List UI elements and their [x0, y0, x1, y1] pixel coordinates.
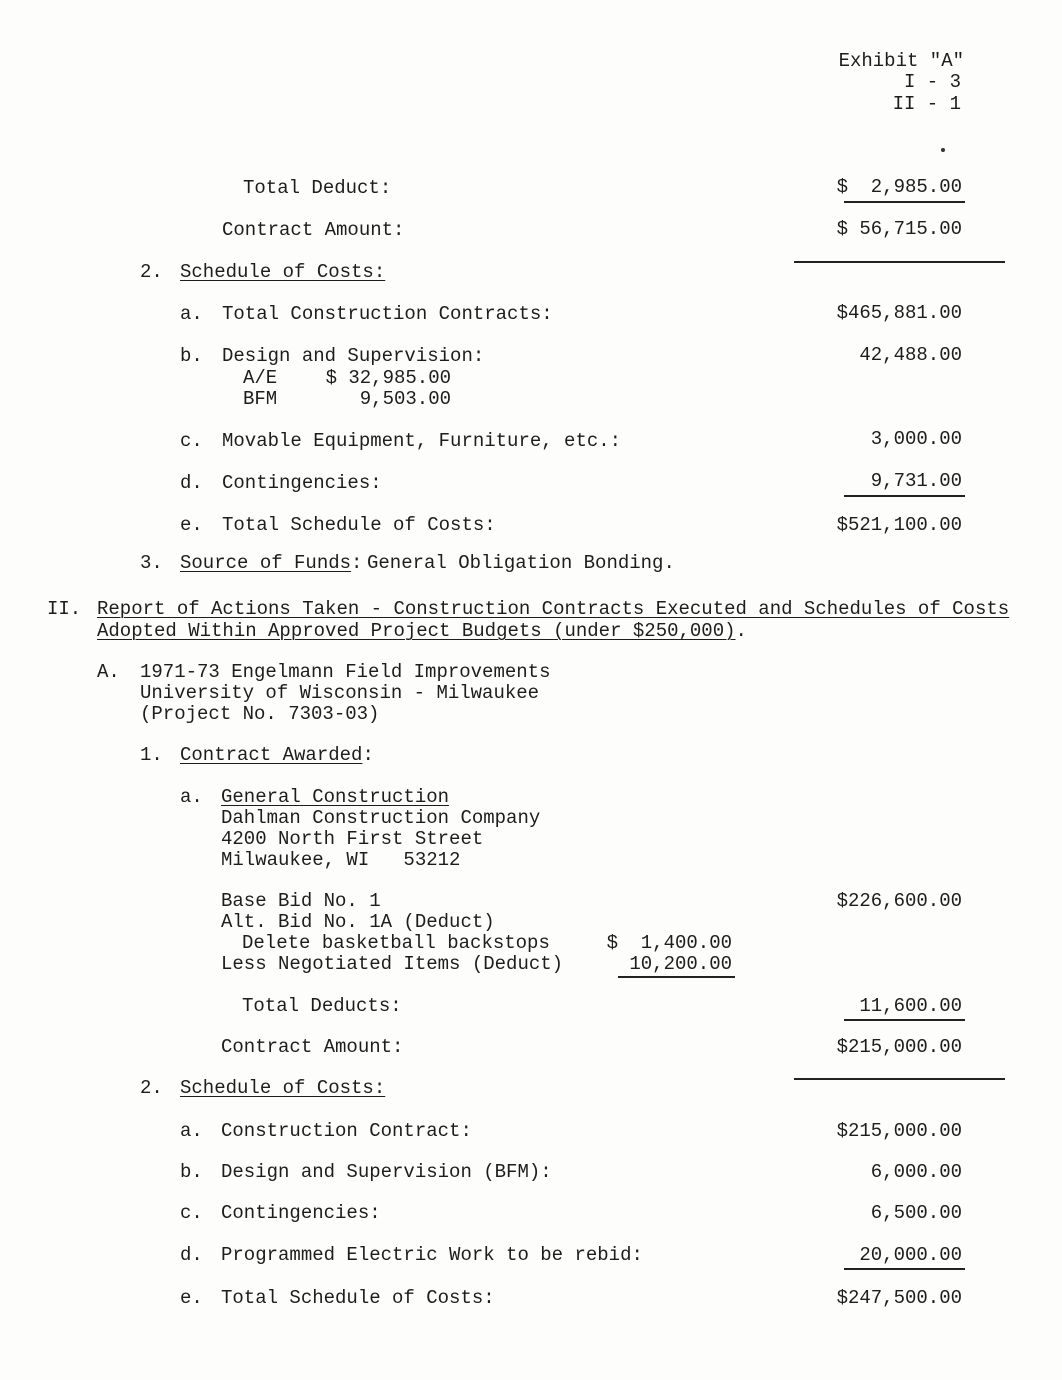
total-deducts-underline: [844, 1019, 965, 1021]
contractor-street: 4200 North First Street: [221, 828, 484, 850]
sub-item-name: A/E: [243, 367, 278, 389]
contractor-name: Dahlman Construction Company: [221, 807, 541, 829]
funds-text: General Obligation Bonding.: [367, 552, 675, 574]
funds-colon: :: [351, 552, 363, 574]
sub-item-value: 9,503.00: [359, 388, 451, 410]
schedule-item-label: Contingencies:: [222, 472, 382, 494]
schedule-heading: Schedule of Costs:: [180, 261, 386, 283]
schedule-item-label: Design and Supervision:: [222, 345, 485, 367]
schedule-item-value: $215,000.00: [836, 1120, 962, 1142]
schedule-item-letter: b.: [180, 1161, 203, 1183]
section-title-line2: Adopted Within Approved Project Budgets (under $250,000): [97, 620, 736, 642]
schedule-item-label: Construction Contract:: [221, 1120, 472, 1142]
section-numeral: II.: [47, 598, 82, 620]
project-name: 1971-73 Engelmann Field Improvements: [140, 661, 551, 683]
total-deduct-label: Total Deduct:: [243, 177, 392, 199]
exhibit-ref-1: I - 3: [903, 71, 961, 93]
total-deduct-value: $ 2,985.00: [836, 176, 962, 198]
schedule-item-label: Movable Equipment, Furniture, etc.:: [222, 430, 622, 452]
exhibit-label: Exhibit "A": [838, 50, 964, 72]
contract-amount-label: Contract Amount:: [221, 1036, 404, 1058]
schedule-item-value: 3,000.00: [870, 428, 962, 450]
project-number: (Project No. 7303-03): [140, 703, 380, 725]
schedule-item-letter: e.: [180, 1287, 203, 1309]
schedule-item-letter: b.: [180, 345, 203, 367]
schedule-item-letter: a.: [180, 303, 203, 325]
schedule-total-value: $247,500.00: [836, 1287, 962, 1309]
schedule-item-label: Programmed Electric Work to be rebid:: [221, 1244, 643, 1266]
section-divider-rule: [794, 261, 1005, 263]
base-bid-value: $226,600.00: [836, 890, 962, 912]
schedule-number: 2.: [140, 1077, 163, 1099]
schedule-item-value: 9,731.00: [870, 470, 962, 492]
stray-mark: [941, 148, 945, 152]
contract-type: General Construction: [221, 786, 450, 808]
funds-number: 3.: [140, 552, 163, 574]
contract-amount-label: Contract Amount:: [222, 219, 405, 241]
schedule-item-letter: c.: [180, 1202, 203, 1224]
exhibit-ref-2: II - 1: [892, 93, 961, 115]
alt-bid-label: Alt. Bid No. 1A (Deduct): [221, 911, 495, 933]
schedule-item-letter: c.: [180, 430, 203, 452]
schedule-total-value: $521,100.00: [836, 514, 962, 536]
schedule-number: 2.: [140, 261, 163, 283]
schedule-item-letter: a.: [180, 1120, 203, 1142]
contract-amount-value: $215,000.00: [836, 1036, 962, 1058]
schedule-item-value: 20,000.00: [859, 1244, 962, 1266]
schedule-item-letter: d.: [180, 472, 203, 494]
deducts-underline: [618, 976, 735, 978]
project-letter: A.: [97, 661, 120, 683]
sub-item-value: $ 32,985.00: [325, 367, 451, 389]
contract-number: 1.: [140, 744, 163, 766]
schedule-item-label: Total Schedule of Costs:: [221, 1287, 495, 1309]
total-deduct-underline: [844, 201, 965, 203]
delete-item-value: $ 1,400.00: [606, 932, 732, 954]
negotiated-items-value: 10,200.00: [629, 953, 732, 975]
total-deducts-value: 11,600.00: [859, 995, 962, 1017]
schedule-item-label: Design and Supervision (BFM):: [221, 1161, 552, 1183]
schedule-heading: Schedule of Costs:: [180, 1077, 386, 1099]
negotiated-items-label: Less Negotiated Items (Deduct): [221, 953, 564, 975]
delete-item-label: Delete basketball backstops: [242, 932, 550, 954]
subtotal-underline: [844, 495, 965, 497]
schedule-item-value: 42,488.00: [859, 344, 962, 366]
schedule-item-letter: d.: [180, 1244, 203, 1266]
contract-heading: Contract Awarded: [180, 744, 363, 766]
funds-heading: Source of Funds: [180, 552, 352, 574]
section-title-line1: Report of Actions Taken - Construction Contracts Executed and Schedules of Costs: [97, 598, 1010, 620]
contract-colon: :: [362, 744, 374, 766]
schedule-item-value: 6,500.00: [870, 1202, 962, 1224]
section-divider-rule: [794, 1078, 1005, 1080]
contract-amount-value: $ 56,715.00: [836, 218, 962, 240]
section-title-period: .: [735, 620, 747, 642]
project-institution: University of Wisconsin - Milwaukee: [140, 682, 540, 704]
total-deducts-label: Total Deducts:: [242, 995, 402, 1017]
schedule-item-label: Contingencies:: [221, 1202, 381, 1224]
schedule-item-label: Total Construction Contracts:: [222, 303, 553, 325]
subtotal-underline: [844, 1268, 965, 1270]
schedule-item-value: 6,000.00: [870, 1161, 962, 1183]
schedule-item-label: Total Schedule of Costs:: [222, 514, 496, 536]
sub-item-name: BFM: [243, 388, 278, 410]
schedule-item-letter: e.: [180, 514, 203, 536]
base-bid-label: Base Bid No. 1: [221, 890, 381, 912]
schedule-item-value: $465,881.00: [836, 302, 962, 324]
contract-item-letter: a.: [180, 786, 203, 808]
contractor-city: Milwaukee, WI 53212: [221, 849, 461, 871]
